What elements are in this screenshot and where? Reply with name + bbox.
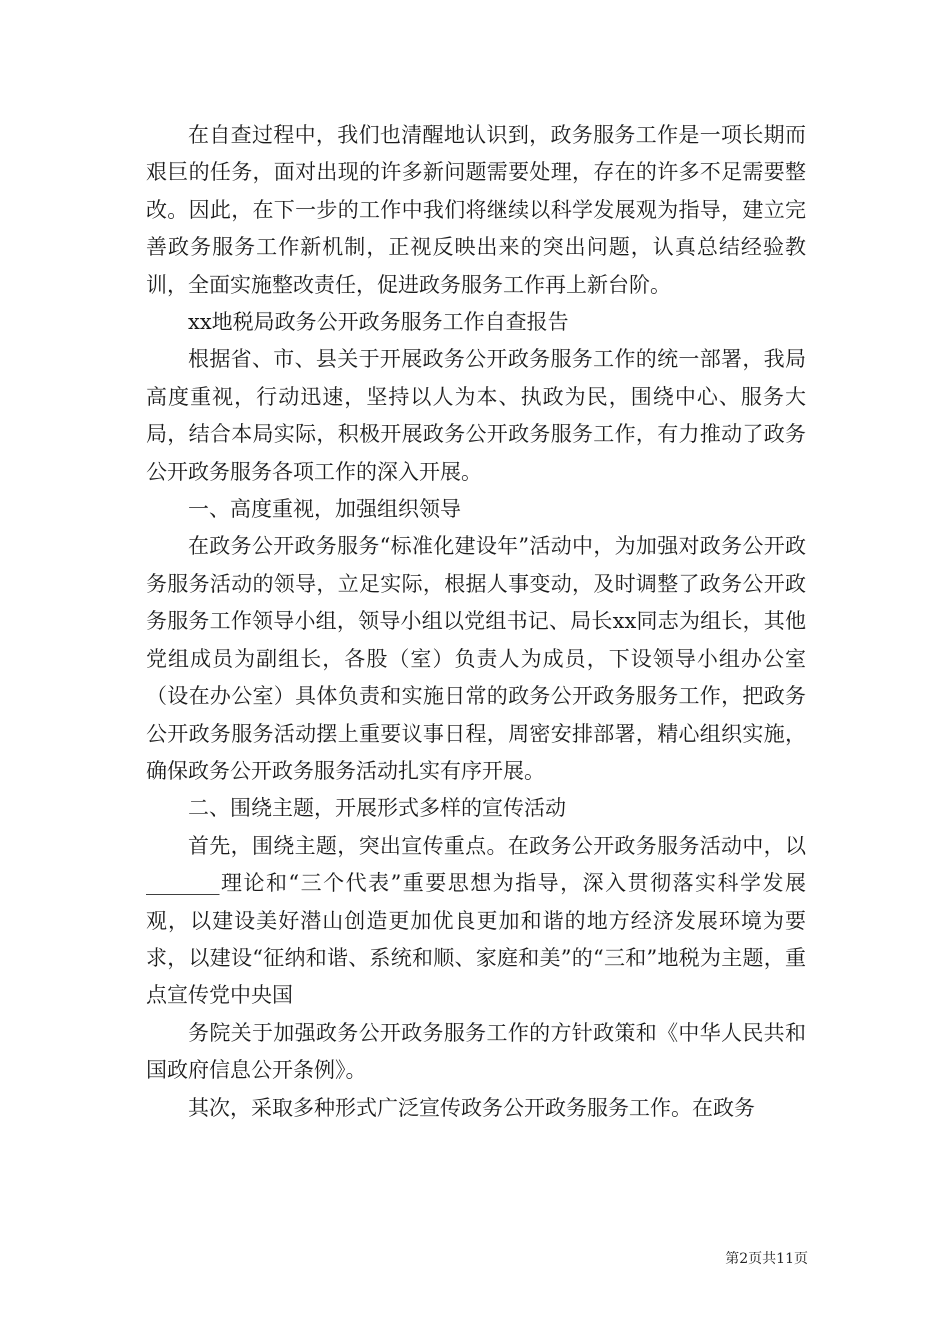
report-title: xx地税局政务公开政务服务工作自查报告 [188,310,569,335]
paragraph-section-2-continued: 务院关于加强政务公开政务服务工作的方针政策和《中华人民共和国政府信息公开条例》。 [146,1020,806,1083]
paragraph-self-check-conclusion: 在自查过程中，我们也清醒地认识到，政务服务工作是一项长期而艰巨的任务，面对出现的许多新问题需要处理，存在的许多不足需要整改。因此，在下一步的工作中我们将继续以科学发展观为指导，建立完善政务服务工作新机制，正视反映出来的突出问题，认真总结经验教训，全面实施整改责任，促进政务服务工作再上新台阶。 [146,123,806,297]
document-body [146,117,806,1127]
paragraph-introduction: 根据省、市、县关于开展政务公开政务服务工作的统一部署，我局高度重视，行动迅速，坚持以人为本、执政为民，围绕中心、服务大局，结合本局实际，积极开展政务公开政务服务工作，有力推动了政务公开政务服务各项工作的深入开展。 [146,347,806,484]
page-number: 第2页共11页 [725,1251,808,1267]
section-heading-1: 一、高度重视，加强组织领导 [188,497,461,522]
paragraph-section-2-second: 其次，采取多种形式广泛宣传政务公开政务服务工作。在政务 [188,1095,755,1120]
paragraph-section-2-first: 首先，围绕主题，突出宣传重点。在政务公开政务服务活动中，以_______理论和“三个代表”重要思想为指导，深入贯彻落实科学发展观，以建设美好潜山创造更加优良更加和谐的地方经济发展环境为要求，以建设“征纳和谐、系统和顺、家庭和美”的“三和”地税为主题，重点宣传党中央国 [146,833,806,1008]
paragraph-section-1: 在政务公开政务服务“标准化建设年”活动中，为加强对政务公开政务服务活动的领导，立足实际，根据人事变动，及时调整了政务公开政务服务工作领导小组，领导小组以党组书记、局长xx同志为组长，其他党组成员为副组长，各股（室）负责人为成员，下设领导小组办公室（设在办公室）具体负责和实施日常的政务公开政务服务工作，把政务公开政务服务活动摆上重要议事日程，周密安排部署，精心组织实施，确保政务公开政务服务活动扎实有序开展。 [146,534,806,783]
section-heading-2: 二、围绕主题，开展形式多样的宣传活动 [188,796,566,821]
